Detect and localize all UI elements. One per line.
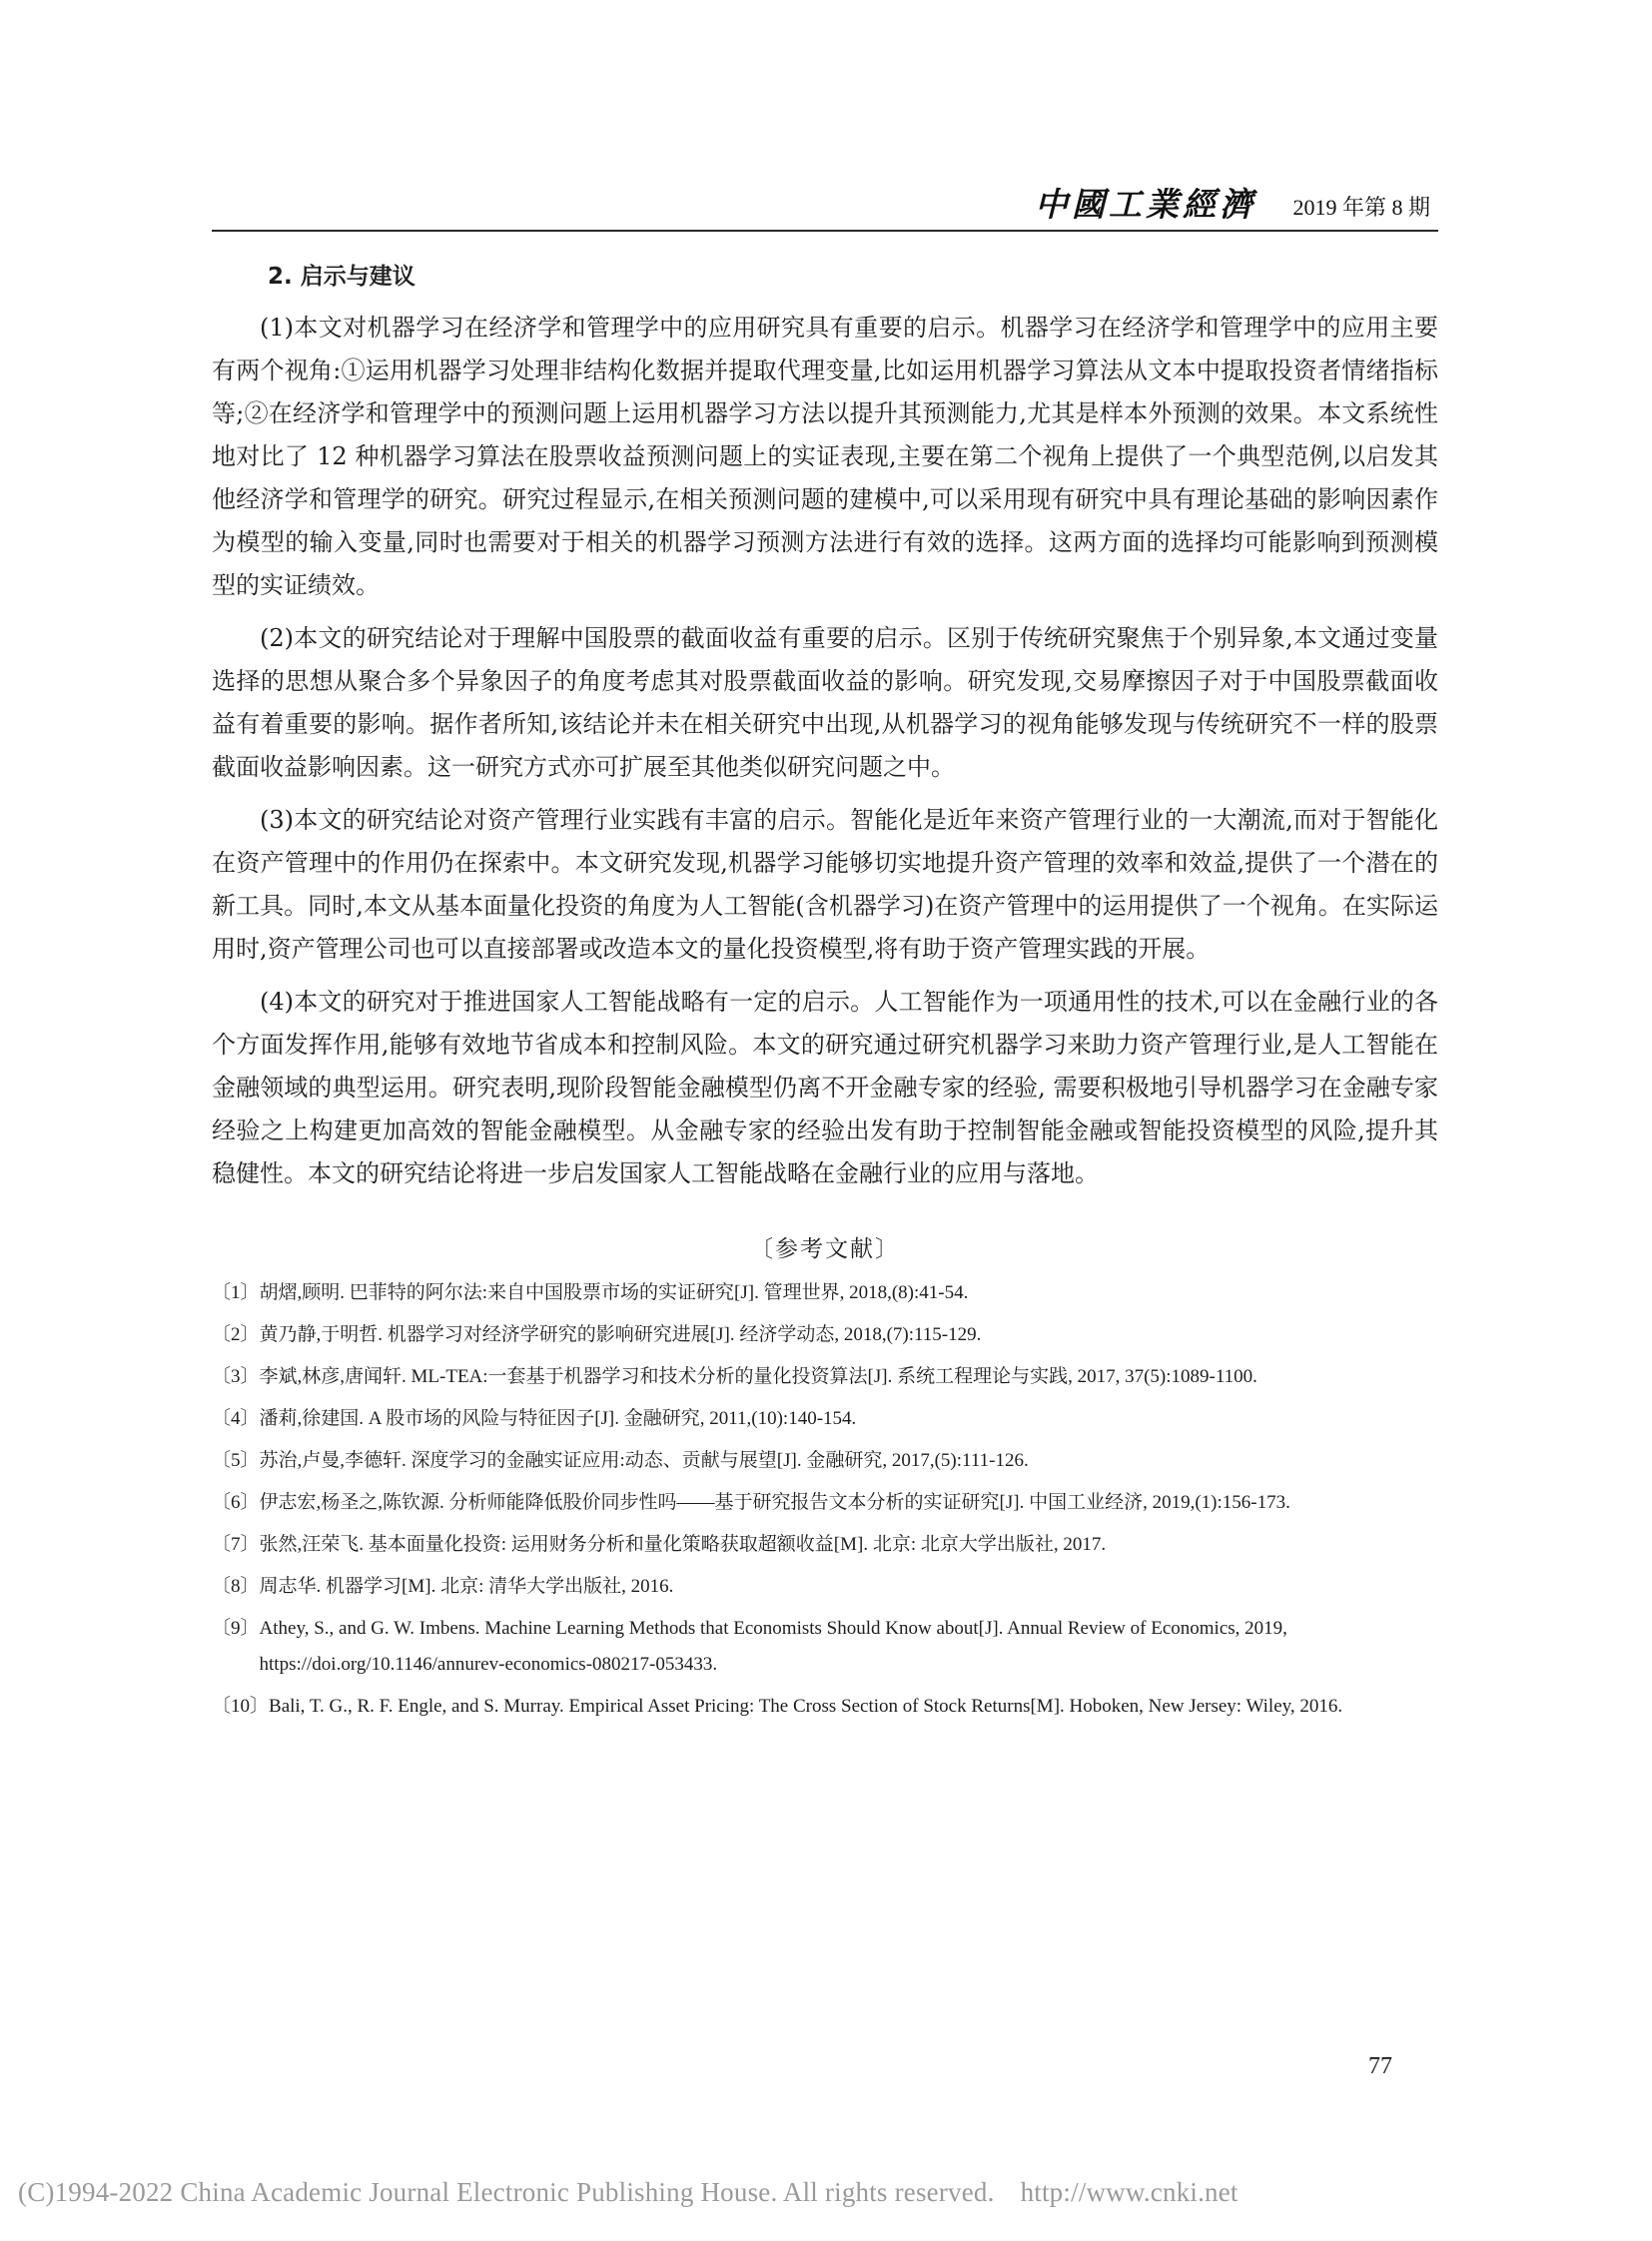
reference-text: 黄乃静,于明哲. 机器学习对经济学研究的影响研究进展[J]. 经济学动态, 2018,(7):115-129.	[259, 1323, 982, 1345]
reference-item	[212, 1527, 1438, 1563]
reference-text: 潘莉,徐建国. A 股市场的风险与特征因子[J]. 金融研究, 2011,(10):140-154.	[259, 1407, 857, 1429]
reference-item	[212, 1359, 1438, 1395]
issue-label: 2019 年第 8 期	[1292, 195, 1430, 220]
reference-number: 〔3〕	[212, 1365, 260, 1387]
reference-number: 〔5〕	[212, 1449, 260, 1471]
paragraph: (2)本文的研究结论对于理解中国股票的截面收益有重要的启示。区别于传统研究聚焦于个别异象,本文通过变量选择的思想从聚合多个异象因子的角度考虑其对股票截面收益的影响。研究发现,交易摩擦因子对于中国股票截面收益有着重要的影响。据作者所知,该结论并未在相关研究中出现,从机器学习的视角能够发现与传统研究不一样的股票截面收益影响因素。这一研究方式亦可扩展至其他类似研究问题之中。	[212, 623, 1439, 781]
reference-item	[212, 1317, 1438, 1353]
reference-text: 李斌,林彦,唐闻轩. ML-TEA:一套基于机器学习和技术分析的量化投资算法[J]. 系统工程理论与实践, 2017, 37(5):1089-1100.	[259, 1365, 1257, 1387]
section-title: 2. 启示与建议	[268, 264, 415, 290]
reference-number: 〔6〕	[212, 1491, 260, 1513]
reference-text: Athey, S., and G. W. Imbens. Machine Learning Methods that Economists Should Know about[J]. Annual Review of Economics, 2019, https://doi.org/10.1146/annurev-economics-080217-053433.	[259, 1617, 1287, 1675]
reference-item	[212, 1689, 1438, 1725]
reference-item	[212, 1485, 1438, 1521]
source-url: http://www.cnki.net	[1020, 2177, 1239, 2207]
reference-number: 〔10〕	[212, 1695, 270, 1717]
reference-number: 〔2〕	[212, 1323, 260, 1345]
reference-number: 〔8〕	[212, 1575, 260, 1597]
paragraph: (4)本文的研究对于推进国家人工智能战略有一定的启示。人工智能作为一项通用性的技术,可以在金融行业的各个方面发挥作用,能够有效地节省成本和控制风险。本文的研究通过研究机器学习来助力资产管理行业,是人工智能在金融领域的典型运用。研究表明,现阶段智能金融模型仍离不开金融专家的经验, 需要积极地引导机器学习在金融专家经验之上构建更加高效的智能金融模型。从金融专家的经验出发有助于控制智能金融或智能投资模型的风险,提升其稳健性。本文的研究结论将进一步启发国家人工智能战略在金融行业的应用与落地。	[212, 987, 1438, 1187]
paragraph: (1)本文对机器学习在经济学和管理学中的应用研究具有重要的启示。机器学习在经济学和管理学中的应用主要有两个视角:①运用机器学习处理非结构化数据并提取代理变量,比如运用机器学习算法从文本中提取投资者情绪指标等;②在经济学和管理学中的预测问题上运用机器学习方法以提升其预测能力,尤其是样本外预测的效果。本文系统性地对比了 12 种机器学习算法在股票收益预测问题上的实证表现,主要在第二个视角上提供了一个典型范例,以启发其他经济学和管理学的研究。研究过程显示,在相关预测问题的建模中,可以采用现有研究中具有理论基础的影响因素作为模型的输入变量,同时也需要对于相关的机器学习预测方法进行有效的选择。这两方面的选择均可能影响到预测模型的实证绩效。	[212, 313, 1438, 599]
reference-text: 张然,汪荣飞. 基本面量化投资: 运用财务分析和量化策略获取超额收益[M]. 北京: 北京大学出版社, 2017.	[259, 1533, 1107, 1555]
reference-text: 伊志宏,杨圣之,陈钦源. 分析师能降低股价同步性吗——基于研究报告文本分析的实证研究[J]. 中国工业经济, 2019,(1):156-173.	[259, 1491, 1290, 1513]
journal-logo: 中國工業經濟	[1035, 185, 1256, 224]
article-body	[212, 260, 1438, 1731]
reference-text: Bali, T. G., R. F. Engle, and S. Murray. Empirical Asset Pricing: The Cross Section of Stock Returns[M]. Hoboken, New Jersey: Wiley, 2016.	[269, 1695, 1343, 1717]
reference-text: 胡熠,顾明. 巴菲特的阿尔法:来自中国股票市场的实证研究[J]. 管理世界, 2018,(8):41-54.	[259, 1281, 969, 1303]
reference-item	[212, 1569, 1438, 1605]
page-header	[212, 186, 1438, 232]
reference-text: 周志华. 机器学习[M]. 北京: 清华大学出版社, 2016.	[259, 1575, 674, 1597]
reference-number: 〔1〕	[212, 1281, 260, 1303]
reference-item	[212, 1611, 1438, 1683]
paragraph: (3)本文的研究结论对资产管理行业实践有丰富的启示。智能化是近年来资产管理行业的一大潮流,而对于智能化在资产管理中的作用仍在探索中。本文研究发现,机器学习能够切实地提升资产管理的效率和效益,提供了一个潜在的新工具。同时,本文从基本面量化投资的角度为人工智能(含机器学习)在资产管理中的运用提供了一个视角。在实际运用时,资产管理公司也可以直接部署或改造本文的量化投资模型,将有助于资产管理实践的开展。	[212, 805, 1438, 963]
reference-item	[212, 1443, 1438, 1479]
reference-number: 〔7〕	[212, 1533, 260, 1555]
reference-item	[212, 1401, 1438, 1437]
reference-number: 〔9〕	[212, 1617, 260, 1639]
reference-item	[212, 1275, 1438, 1311]
copyright-footer	[18, 2177, 1239, 2208]
reference-number: 〔4〕	[212, 1407, 260, 1429]
reference-text: 苏治,卢曼,李德轩. 深度学习的金融实证应用:动态、贡献与展望[J]. 金融研究, 2017,(5):111-126.	[259, 1449, 1029, 1471]
references-heading: 〔参考文献〕	[750, 1235, 900, 1262]
page-number: 77	[1368, 2053, 1392, 2079]
reference-list	[212, 1275, 1438, 1725]
copyright-text: (C)1994-2022 China Academic Journal Electronic Publishing House. All rights reserved.	[18, 2177, 995, 2207]
